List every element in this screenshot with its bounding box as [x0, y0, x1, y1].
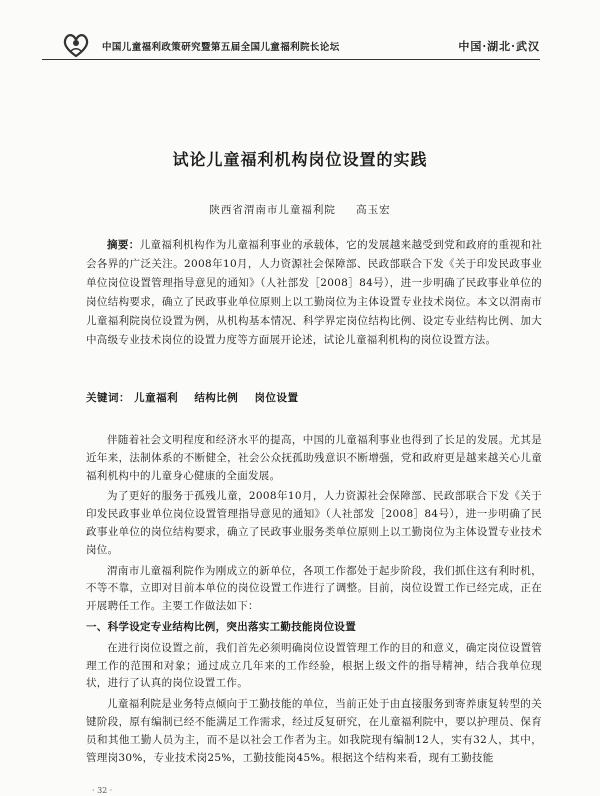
keywords-label: 关键词： — [86, 392, 130, 404]
header-title: 中国儿童福利政策研究暨第五届全国儿童福利院长论坛 — [102, 42, 340, 53]
header-divider — [42, 59, 540, 60]
byline — [0, 202, 600, 217]
section-heading: 一、科学设定专业结构比例，突出落实工勤技能岗位设置 — [86, 620, 356, 633]
article-title: 试论儿童福利机构岗位设置的实践 — [172, 150, 428, 169]
article-body — [86, 432, 542, 770]
body-paragraph: 儿童福利院是业务特点倾向于工勤技能的单位，当前正处于由直接服务到寄养康复转型的关键阶段，原有编制已经不能满足工作需求，经过反复研究，在儿童福利院中，要以护理员、保育员和其他工勤人员为主，而不是以社会工作者为主。如我院现有编制12人，实有32人，其中，管理岗30%，专业技术岗25%，工勤技能岗45%。根据这个结构来看，现有工勤技能 — [86, 698, 542, 764]
author: 高玉宏 — [356, 204, 391, 216]
page-number: · 32 · — [92, 786, 113, 795]
body-paragraph: 在进行岗位设置之前，我们首先必须明确岗位设置管理工作的目的和意义，确定岗位设置管理工作的范围和对象；通过成立几年来的工作经验，根据上级文件的指导精神，结合我单位现状，进行了认真的岗位设置工作。 — [86, 641, 542, 690]
abstract-label: 摘要： — [107, 239, 140, 251]
logo-icon — [62, 32, 90, 58]
keyword: 儿童福利 — [134, 392, 179, 404]
abstract — [86, 236, 542, 350]
body-paragraph: 为了更好的服务于孤残儿童，2008年10月，人力资源社会保障部、民政部联合下发《关于印发民政事业单位岗位设置管理指导意见的通知》（人社部发［2008］84号），进一步明确了民政事业单位的岗位结构要求，确立了民政事业服务类单位原则上以工勤岗位为主体设置专业技术岗位。 — [86, 490, 542, 556]
affiliation: 陕西省渭南市儿童福利院 — [209, 204, 336, 216]
header-location: 中国·湖北·武汉 — [458, 40, 540, 53]
abstract-text: 儿童福利机构作为儿童福利事业的承载体，它的发展越来越受到党和政府的重视和社会各界的广泛关注。2008年10月，人力资源社会保障部、民政部联合下发《关于印发民政事业单位岗位设置管理指导意见的通知》（人社部发［2008］84号），进一步明确了民政事业单位的岗位结构要求，确立了民政事业单位原则上以工勤岗位为主体设置专业技术岗位。本文以渭南市儿童福利院岗位设置为例，从机构基本情况、科学界定岗位结构比例、设定专业结构比例、加大中高级专业技术岗位的设置力度等方面展开论述，试论儿童福利机构的岗位设置方法。 — [86, 239, 542, 346]
keyword: 岗位设置 — [254, 392, 299, 404]
body-paragraph: 伴随着社会文明程度和经济水平的提高，中国的儿童福利事业也得到了长足的发展。尤其是近年来，法制体系的不断健全，社会公众抚孤助残意识不断增强，党和政府更是越来越关心儿童福利机构中的儿童身心健康的全面发展。 — [86, 434, 542, 482]
keyword: 结构比例 — [194, 392, 239, 404]
page-header — [62, 30, 540, 60]
body-paragraph: 渭南市儿童福利院作为刚成立的新单位，各项工作都处于起步阶段，我们抓住这有利时机，不等不靠，立即对目前本单位的岗位设置工作进行了调整。目前，岗位设置工作已经完成，正在开展聘任工作。主要工作做法如下： — [86, 564, 542, 613]
keywords — [86, 390, 542, 405]
